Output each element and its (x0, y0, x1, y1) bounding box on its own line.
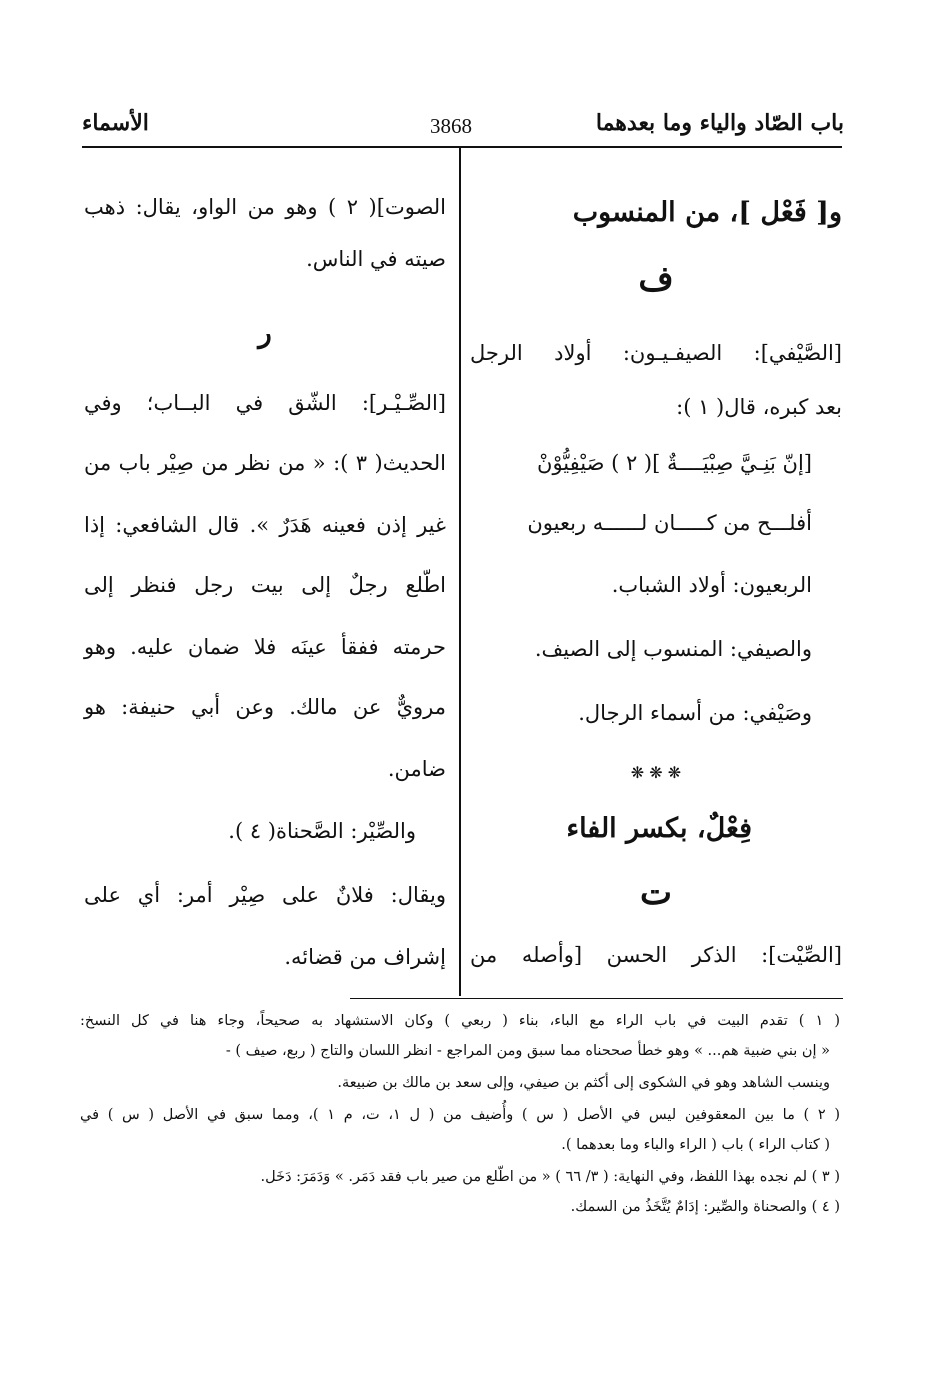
entry-text-line: الحديث( ٣ ): « من نظر من صِيْر باب من (84, 451, 446, 475)
entry-text-line: بعد كبره، قال( ١ ): (676, 395, 842, 419)
footnote-divider (350, 998, 843, 999)
entry-text-line: الصوت]( ٢ ) وهو من الواو، يقال: ذهب (84, 195, 447, 219)
entry-text-line: اطّلع رجلٌ إلى بيت رجل فنظر إلى (84, 573, 446, 597)
section-heading-2: فِعْلٌ، بكسر الفاء (566, 813, 752, 844)
entry-text-line: ويقال: فلانٌ على صِيْر أمر: أي على (84, 883, 446, 907)
entry-text-line: غير إذن فعينه هَدَرٌ ». قال الشافعي: إذا (84, 513, 446, 537)
entry-text-line: وصَيْفي: من أسماء الرجال. (578, 701, 812, 725)
entry-text-line: مرويٌّ عن مالك. وعن أبي حنيفة: هو (84, 695, 446, 719)
entry-text-line: حرمته ففقأ عينَه فلا ضمان عليه. وهو (84, 635, 446, 659)
footnote-3: ( ٣ ) لم نجده بهذا اللفظ، وفي النهاية: ( ٣/ ٦٦ ) « من اطّلع من صير باب فقد دَمَر. » وَدَمَرَ: دَخَل. (260, 1169, 840, 1185)
running-header (82, 108, 844, 144)
page-number: 3868 (430, 114, 472, 138)
verse-line-2: أفلـــح من كـــــان لــــــه ربعيون (527, 511, 812, 535)
section-separator-stars: ❋ ❋ ❋ (630, 763, 682, 782)
entry-text-line: [الصِّـيْـر]: الشّق في البــاب؛ وفي (84, 391, 446, 415)
verse-line-1: [إنّ بَنِـيَّ صِبْيَــــةٌ ]( ٢ ) صَيْفِيُّوْنْ (537, 451, 812, 475)
entry-text-line: والصيفي: المنسوب إلى الصيف. (534, 637, 812, 661)
chapter-title: باب الصّاد والياء وما بعدهما (595, 110, 844, 136)
entry-text-line: [الصَّيْفي]: الصيفـيـون: أولاد الرجل (470, 341, 842, 365)
letter-heading-fa: ف (638, 259, 674, 299)
entry-text-line: صيته في الناس. (306, 247, 446, 271)
footnote-1-line-3: وينسب الشاهد وهو في الشكوى إلى أكثم بن صيفي، وإلى سعد بن مالك بن ضبيعة. (337, 1075, 830, 1091)
section-title: الأسماء (82, 110, 149, 136)
letter-heading-ra: ر (258, 316, 272, 349)
entry-text-line: [الصِّيْت]: الذكر الحسن [وأصله من (470, 943, 842, 967)
entry-text-line: إشراف من قضائه. (284, 945, 446, 969)
column-divider (459, 148, 461, 996)
entry-text-line: الربعيون: أولاد الشباب. (611, 573, 812, 597)
footnote-4: ( ٤ ) والصحناة والصِّير: إدَامٌ يُتَّخَذُ من السمك. (570, 1199, 840, 1215)
entry-text-line: والصِّيْر: الصَّحناة( ٤ ). (228, 819, 416, 843)
entry-text-line: ضامن. (387, 757, 446, 781)
section-heading: و[ فَعْل ]، من المنسوب (572, 197, 842, 228)
footnote-1-line-2: « إن بني ضبية هم... » وهو خطأ صححناه مما سبق ومن المراجع - انظر اللسان والتاج ( ربع، صيف ) - (225, 1043, 830, 1059)
header-divider (82, 146, 842, 148)
letter-heading-ta: ت (639, 873, 672, 913)
footnote-2-line-2: ( كتاب الراء ) باب ( الراء والباء وما بعدهما ). (561, 1137, 830, 1153)
footnote-1-line-1: ( ١ ) تقدم البيت في باب الراء مع الباء، بناء ( ربعي ) وكان الاستشهاد به صحيحاً، وجاء هنا في كل النسخ: (80, 1013, 840, 1029)
footnote-2-line-1: ( ٢ ) ما بين المعقوفين ليس في الأصل ( س ) وأُضيف من ( ل ١، ت، م ١ )، ومما سبق في الأصل ( س ) في (80, 1107, 840, 1123)
